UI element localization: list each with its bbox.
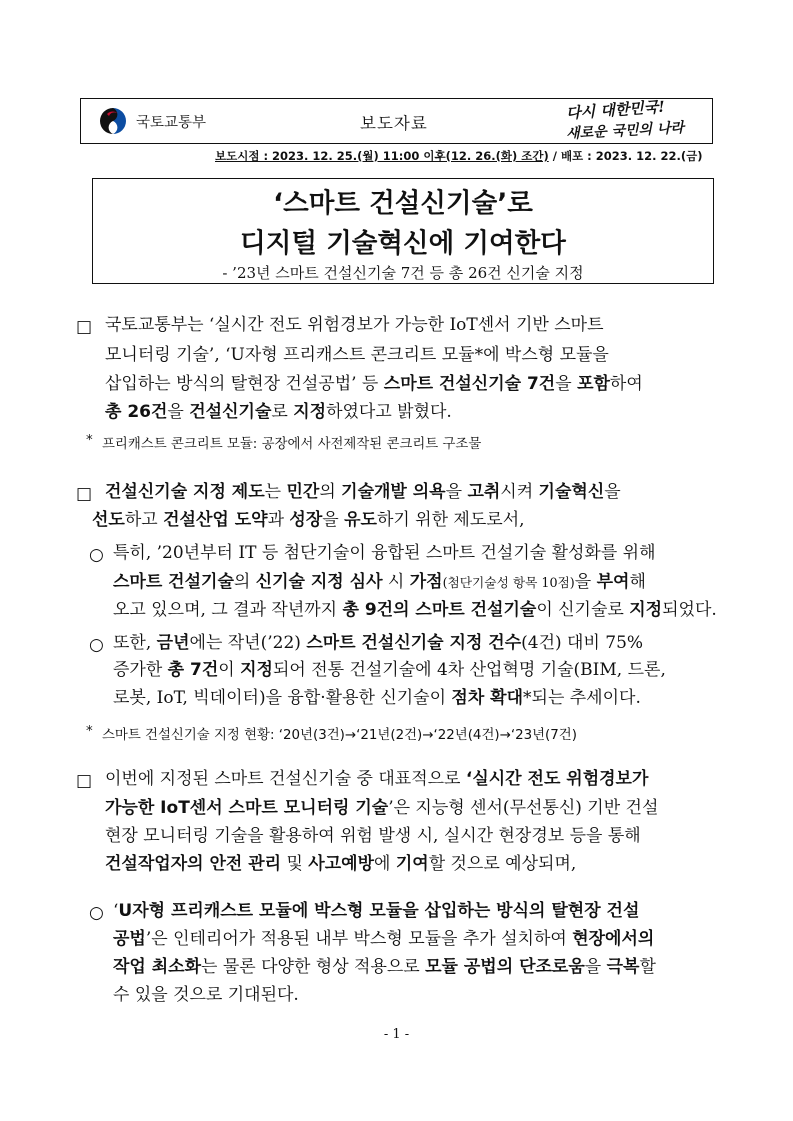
para3-line	[105, 800, 658, 817]
text-run: (첨단기술성 항목 10점)	[442, 575, 575, 590]
bold-text: 스마트 건설신기술 지정 건수	[306, 633, 522, 653]
text-run: 는	[264, 482, 287, 502]
bold-text: 총 26건	[105, 402, 168, 422]
subheadline: - ’23년 스마트 건설신기술 7건 등 총 26건 신기술 지정	[222, 264, 584, 282]
text-run: ’은 인테리어가 적용된 내부 박스형 모듈을 추가 설치하여	[145, 929, 573, 949]
para3-sub1-line	[113, 959, 656, 976]
headline-line-2: 디지털 기술혁신에 기여한다	[240, 228, 566, 259]
text-run: 해	[629, 572, 646, 592]
press-release-label: 보도자료	[360, 114, 428, 133]
square-bullet: □	[76, 771, 93, 791]
slogan-line-1: 다시 대한민국!	[565, 97, 666, 123]
para2-sub1-line: 특히, ’20년부터 IT 등 첨단기술이 융합된 스마트 건설기술 활성화를 위해	[113, 543, 656, 563]
bold-text: 작업 최소화	[113, 957, 202, 977]
text-run: 을	[322, 510, 345, 530]
para2-sub2-line	[113, 635, 643, 652]
bold-text: 포함	[577, 374, 610, 394]
text-run: 삽입하는 방식의 탈현장 건설공법’ 등	[105, 374, 384, 394]
para2-line	[92, 512, 525, 529]
text-run: 할 것으로 예상되며,	[428, 854, 577, 874]
text-run: 을	[604, 482, 621, 502]
text-run: 하였다고 밝혔다.	[326, 402, 452, 422]
bold-text: 가능한 IoT센서 스마트 모니터링 기술	[105, 798, 389, 818]
para3-sub1-line: 수 있을 것으로 기대된다.	[113, 985, 299, 1005]
distribution-date: / 배포 : 2023. 12. 22.(금)	[548, 149, 703, 163]
bold-text: 건설산업 도약	[163, 510, 268, 530]
text-run: *되는 추세이다.	[523, 688, 641, 708]
text-run: 에	[374, 854, 396, 874]
slogan-line-2: 새로운 국민의 나라	[565, 119, 685, 143]
text-run: 과	[267, 510, 290, 530]
text-run: 시켜	[500, 482, 539, 502]
text-run: 는 물론 다양한 형상 적용으로	[201, 957, 426, 977]
bold-text: 성장	[289, 510, 323, 530]
bold-text: 기여	[395, 854, 429, 874]
bold-text: 총 7건	[167, 660, 219, 680]
bold-text: 지정	[629, 600, 663, 620]
text-run: 하여	[609, 374, 643, 394]
page-number: - 1 -	[383, 1027, 410, 1042]
text-run: 에는 작년(’22)	[189, 633, 307, 653]
release-time: 보도시점 : 2023. 12. 25.(월) 11:00 이후(12. 26.(화) 조간)	[215, 149, 549, 163]
government-emblem-icon	[96, 106, 130, 136]
text-run: 하기 위한 제도로서,	[376, 510, 525, 530]
text-run: 및	[281, 854, 309, 874]
para1-line	[105, 404, 452, 421]
square-bullet: □	[76, 317, 93, 337]
para3-line	[105, 771, 648, 788]
bold-text: 기술개발 의욕	[341, 482, 446, 502]
text-run: 의	[233, 572, 256, 592]
text-run: 또한,	[113, 633, 157, 653]
bold-text: 지정	[293, 402, 327, 422]
text-run: 이번에 지정된 스마트 건설신기술 중 대표적으로	[105, 769, 466, 789]
text-run: 이 신기술로	[536, 600, 630, 620]
footnote-asterisk: *	[86, 433, 93, 448]
para2-line	[105, 484, 621, 501]
text-run: 을	[445, 482, 468, 502]
bold-text: ‘실시간 전도 위험경보가	[465, 769, 649, 789]
circle-bullet: ○	[89, 545, 104, 565]
bold-text: 건설작업자의 안전 관리	[105, 854, 282, 874]
text-run: 증가한	[113, 660, 168, 680]
text-run: 로봇, IoT, 빅데이터)을 융합·활용한 신기술이	[113, 688, 452, 708]
para2-footnote: 스마트 건설신기술 지정 현황: ‘20년(3건)→‘21년(2건)→‘22년(4건)→‘23년(7건)	[102, 728, 577, 743]
bold-text: 스마트 건설신기술 7건	[383, 374, 556, 394]
bold-text: 부여	[596, 572, 630, 592]
bold-text: 지정	[240, 660, 273, 680]
text-run: 을	[555, 374, 578, 394]
bold-text: 선도	[92, 510, 125, 530]
bold-text: 신기술 지정 심사	[255, 572, 383, 592]
para3-line	[105, 856, 576, 873]
bold-text: U자형 프리캐스트 모듈에 박스형 모듈을 삽입하는 방식의 탈현장 건설	[118, 901, 640, 921]
circle-bullet: ○	[89, 903, 104, 923]
bold-text: 극복	[606, 957, 640, 977]
text-run: 할	[639, 957, 656, 977]
text-run: 로	[271, 402, 294, 422]
para3-sub1-line	[113, 903, 639, 920]
para2-sub2-line	[113, 690, 641, 707]
bold-text: 공법	[113, 929, 146, 949]
text-run: 시	[382, 572, 410, 592]
bold-text: 현장에서의	[572, 929, 655, 949]
bold-text: 점차 확대	[451, 688, 524, 708]
bold-text: 가점	[409, 572, 443, 592]
bold-text: 모듈 공법의 단조로움	[425, 957, 585, 977]
bold-text: 민간	[286, 482, 320, 502]
para1-footnote: 프리캐스트 콘크리트 모듈: 공장에서 사전제작된 콘크리트 구조물	[102, 437, 482, 452]
text-run: 의	[319, 482, 342, 502]
headline-line-1: ‘스마트 건설신기술’로	[273, 188, 533, 219]
text-run: 오고 있으며, 그 결과 작년까지	[113, 600, 343, 620]
release-info	[215, 148, 703, 164]
para2-sub1-line	[113, 602, 717, 619]
text-run: ’은 지능형 센서(무선통신) 기반 건설	[388, 798, 659, 818]
text-run: 을	[584, 957, 607, 977]
text-run: 을	[167, 402, 190, 422]
para1-line	[105, 376, 643, 393]
para3-line: 현장 모니터링 기술을 활용하여 위험 발생 시, 실시간 현장경보 등을 통해	[105, 826, 641, 846]
footnote-asterisk: *	[86, 724, 93, 739]
para2-sub1-line	[113, 574, 646, 591]
text-run: 이	[218, 660, 241, 680]
text-run: ‘	[113, 901, 119, 921]
bold-text: 고취	[467, 482, 501, 502]
bold-text: 기술혁신	[538, 482, 605, 502]
para1-line: 모니터링 기술’, ‘U자형 프리캐스트 콘크리트 모듈*에 박스형 모듈을	[105, 345, 609, 365]
bold-text: 금년	[156, 633, 190, 653]
circle-bullet: ○	[89, 635, 104, 655]
bold-text: 건설신기술 지정 제도	[105, 482, 265, 502]
text-run: 하고	[124, 510, 164, 530]
bold-text: 사고예방	[308, 854, 374, 874]
bold-text: 건설신기술	[189, 402, 272, 422]
text-run: 을	[574, 572, 597, 592]
text-run: (4건) 대비 75%	[521, 633, 644, 653]
bold-text: 스마트 건설기술	[113, 572, 234, 592]
bold-text: 유도	[344, 510, 377, 530]
square-bullet: □	[76, 484, 93, 504]
para1-line: 국토교통부는 ‘실시간 전도 위험경보가 가능한 IoT센서 기반 스마트	[105, 315, 604, 335]
bold-text: 총 9건의 스마트 건설기술	[342, 600, 537, 620]
text-run: 되어 전통 건설기술에 4차 산업혁명 기술(BIM, 드론,	[272, 660, 666, 680]
para2-sub2-line	[113, 662, 666, 679]
text-run: 되었다.	[662, 600, 717, 620]
para3-sub1-line	[113, 931, 654, 948]
ministry-name: 국토교통부	[136, 115, 207, 131]
